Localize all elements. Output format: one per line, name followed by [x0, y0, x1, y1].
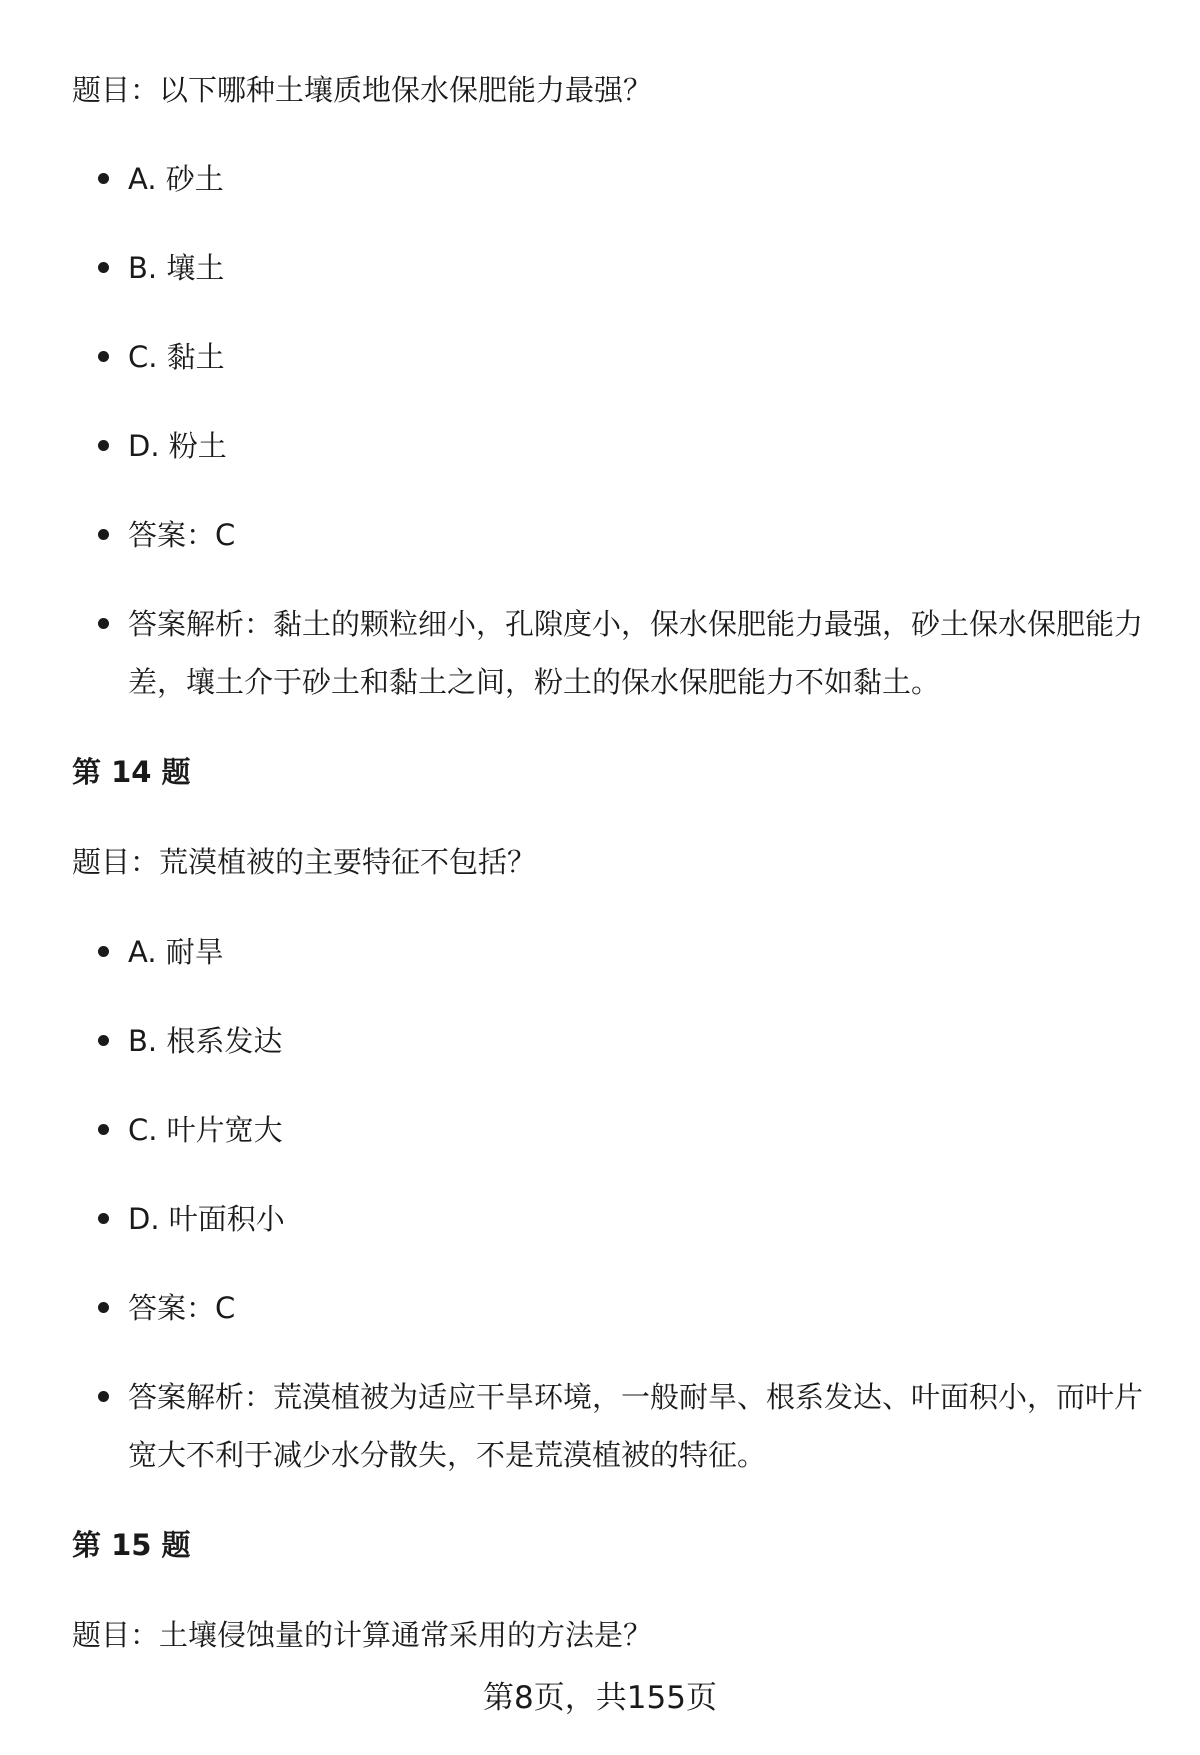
question-14-text: 题目：荒漠植被的主要特征不包括？: [72, 845, 537, 879]
q13-option-c: C. 黏土: [128, 328, 1148, 386]
question-15-text: 题目：土壤侵蚀量的计算通常采用的方法是？: [72, 1618, 653, 1652]
question-13-text: 题目：以下哪种土壤质地保水保肥能力最强？: [72, 73, 653, 107]
q13-option-a: A. 砂土: [128, 150, 1148, 208]
question-15-heading: 第 15 题: [72, 1528, 191, 1562]
q14-option-a: A. 耐旱: [128, 923, 1148, 981]
q14-option-c: C. 叶片宽大: [128, 1101, 1148, 1159]
q14-explanation: 答案解析：荒漠植被为适应干旱环境，一般耐旱、根系发达、叶面积小，而叶片宽大不利于减少水分散失，不是荒漠植被的特征。: [128, 1368, 1148, 1484]
q13-option-b: B. 壤土: [128, 239, 1148, 297]
q14-option-b: B. 根系发达: [128, 1012, 1148, 1070]
page-number-footer: 第8页，共155页: [483, 1680, 717, 1716]
q13-explanation: 答案解析：黏土的颗粒细小，孔隙度小，保水保肥能力最强，砂土保水保肥能力差，壤土介于砂土和黏土之间，粉土的保水保肥能力不如黏土。: [128, 595, 1148, 711]
q13-answer: 答案：C: [128, 506, 1148, 564]
q13-option-d: D. 粉土: [128, 417, 1148, 475]
q14-answer: 答案：C: [128, 1279, 1148, 1337]
question-14-heading: 第 14 题: [72, 755, 191, 789]
q14-option-d: D. 叶面积小: [128, 1190, 1148, 1248]
